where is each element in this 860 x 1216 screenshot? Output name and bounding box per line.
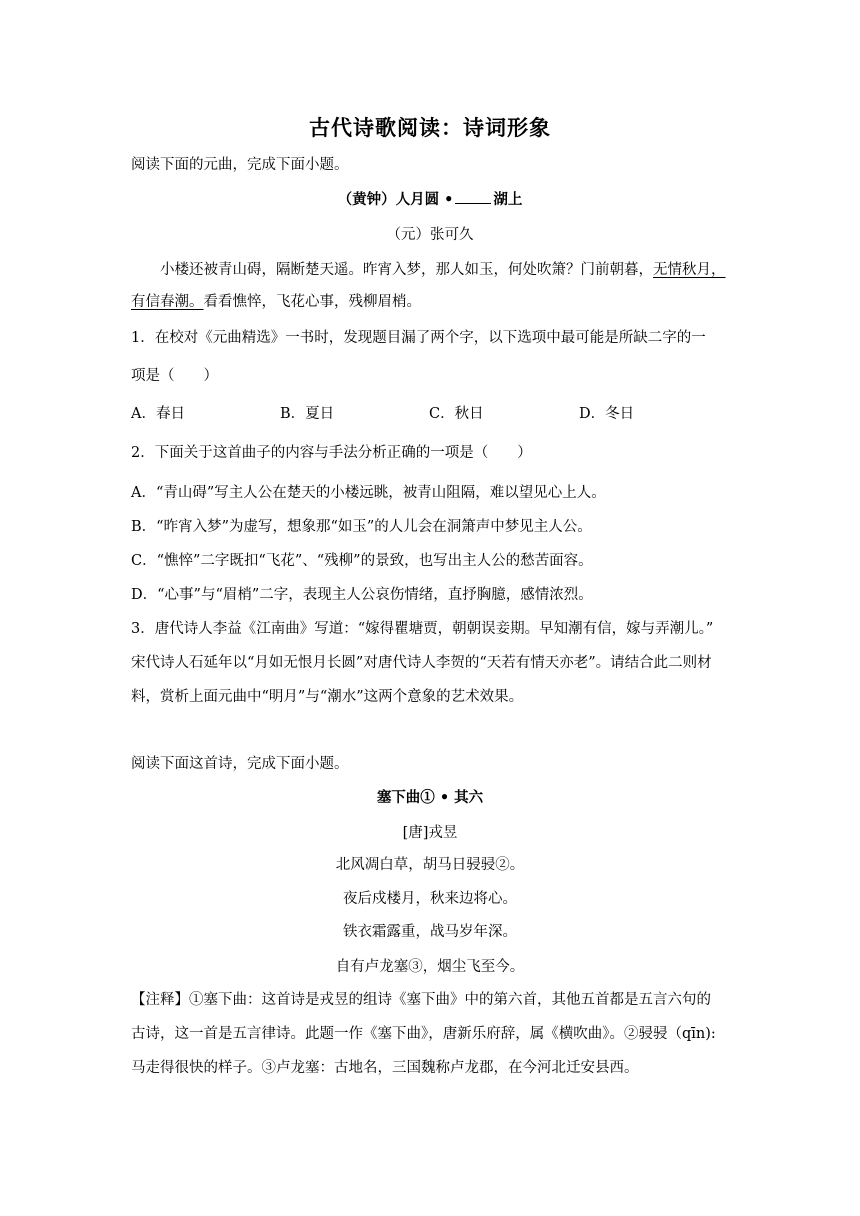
q2-option-a: A．“青山碍”写主人公在楚天的小楼远眺，被青山阻隔，难以望见心上人。 (131, 485, 606, 501)
q2-option-c: C．“憔悴”二字既扣“飞花”、“残柳”的景致，也写出主人公的愁苦面容。 (131, 553, 593, 569)
poem1-text-l2-underlined: 有信春潮。 (131, 294, 204, 310)
poem1-text-line1 (160, 260, 760, 280)
poem1-text-l2b: 看看憔悴，飞花心事，残柳眉梢。 (203, 294, 421, 310)
poem2-line: 铁衣霜露重，战马岁年深。 (343, 924, 517, 940)
q1-stem-line2: 项是（ ） (131, 368, 218, 384)
section2-intro: 阅读下面这首诗，完成下面小题。 (131, 756, 349, 772)
poem2-author: [唐]戎昱 (402, 825, 458, 841)
q1-option-a: A．春日 (131, 406, 185, 422)
q2-option-d: D．“心事”与“眉梢”二字，表现主人公哀伤情绪，直抒胸臆，感情浓烈。 (131, 587, 593, 603)
q1-option-d: D．冬日 (579, 406, 635, 422)
q3-line3: 料，赏析上面元曲中“明月”与“潮水”这两个意象的艺术效果。 (131, 689, 524, 705)
poem2-line: 夜后戍楼月，秋来边将心。 (343, 891, 517, 907)
note-line1: 【注释】①塞下曲：这首诗是戎昱的组诗《塞下曲》中的第六首，其他五首都是五言六句的 (131, 992, 711, 1008)
q2-option-b: B．“昨宵入梦”为虚写，想象那“如玉”的人儿会在洞箫声中梦见主人公。 (131, 519, 592, 535)
q1-option-b: B．夏日 (280, 406, 335, 422)
note-line3: 马走得很快的样子。③卢龙塞：古地名，三国魏称卢龙郡，在今河北迁安县西。 (131, 1060, 639, 1076)
section1-intro: 阅读下面的元曲，完成下面小题。 (131, 157, 349, 173)
poem1-author: （元）张可久 (386, 227, 474, 243)
poem1-text-l1-underlined: 无情秋月， (653, 262, 726, 278)
poem1-text-line2 (131, 292, 731, 312)
q1-stem-line1: 1．在校对《元曲精选》一书时，发现题目漏了两个字，以下选项中最可能是所缺二字的一 (131, 330, 706, 346)
q3-line2: 宋代诗人石延年以“月如无恨月长圆”对唐代诗人李贺的“天若有情天亦老”。请结合此二则材 (131, 655, 712, 671)
note-line2: 古诗，这一首是五言律诗。此题一作《塞下曲》，唐新乐府辞，属《横吹曲》。②骎骎（qīn): (131, 1026, 716, 1042)
poem1-title-part-b: 湖上 (493, 191, 523, 208)
page-title: 古代诗歌阅读：诗词形象 (309, 115, 551, 140)
poem1-title-part-a: （黄钟）人月圆 • (337, 191, 454, 208)
missing-words-blank (455, 190, 491, 204)
poem1-text-l1a: 小楼还被青山碍，隔断楚天遥。昨宵入梦，那人如玉，何处吹箫？门前朝暮， (160, 262, 653, 278)
q3-line1: 3．唐代诗人李益《江南曲》写道：“嫁得瞿塘贾，朝朝误妾期。早知潮有信，嫁与弄潮儿。” (131, 621, 714, 637)
q1-option-c: C．秋日 (429, 406, 484, 422)
poem2-line: 自有卢龙塞③，烟尘飞至今。 (335, 959, 525, 975)
poem1-title (0, 190, 860, 210)
poem2-line: 北风凋白草，胡马日骎骎②。 (335, 857, 525, 873)
poem2-title: 塞下曲① • 其六 (376, 789, 484, 806)
q2-stem: 2．下面关于这首曲子的内容与手法分析正确的一项是（ ） (131, 445, 532, 461)
